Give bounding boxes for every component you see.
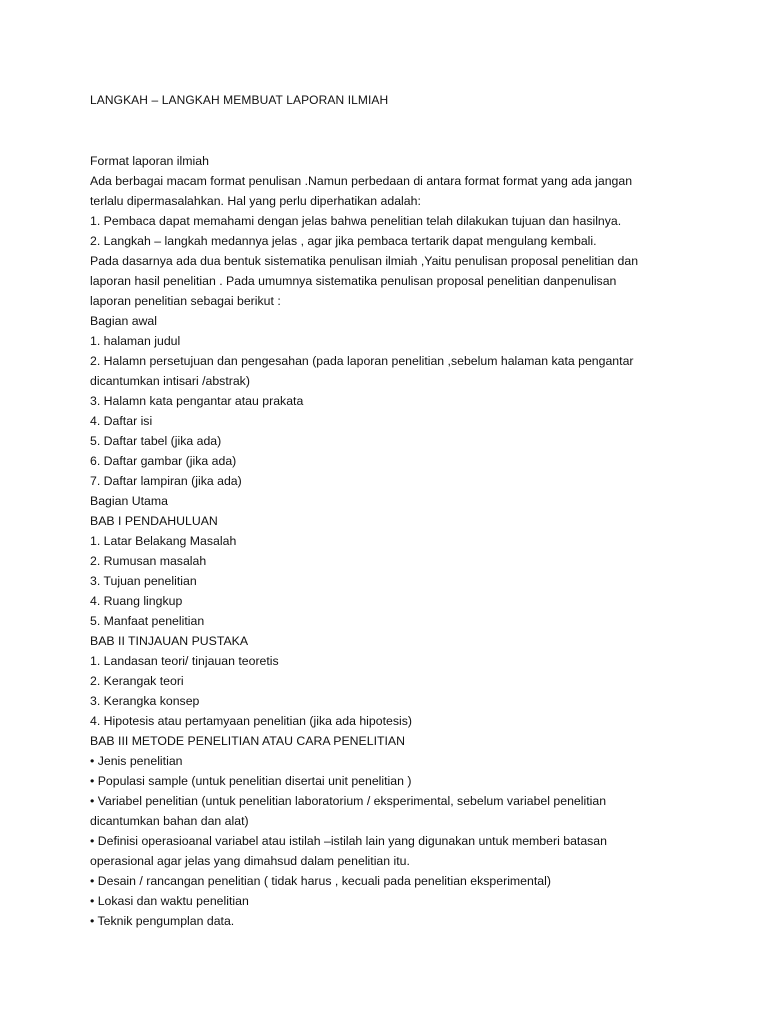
text-line: 1. Landasan teori/ tinjauan teoretis [90,654,279,668]
text-line: 1. halaman judul [90,334,181,348]
text-line: 6. Daftar gambar (jika ada) [90,454,237,468]
text-line: BAB II TINJAUAN PUSTAKA [90,634,249,648]
text-line: 2. Halamn persetujuan dan pengesahan (pada laporan penelitian ,sebelum halaman kata pengantar [90,354,634,368]
text-line: dicantumkan intisari /abstrak) [90,374,250,388]
text-line: 1. Latar Belakang Masalah [90,534,237,548]
text-line: laporan penelitian sebagai berikut : [90,294,281,308]
text-line: Bagian awal [90,314,157,328]
text-line: 3. Halamn kata pengantar atau prakata [90,394,304,408]
text-line: Ada berbagai macam format penulisan .Namun perbedaan di antara format format yang ada jangan [90,174,633,188]
text-line: 2. Langkah – langkah medannya jelas , agar jika pembaca tertarik dapat mengulang kembali. [90,234,597,248]
document-title: LANGKAH – LANGKAH MEMBUAT LAPORAN ILMIAH [90,93,389,107]
text-line: BAB I PENDAHULUAN [90,514,218,528]
text-line: dicantumkan bahan dan alat) [90,814,249,828]
text-line: 4. Hipotesis atau pertamyaan penelitian (jika ada hipotesis) [90,714,412,728]
text-line: • Lokasi dan waktu penelitian [90,894,249,908]
text-line: Bagian Utama [90,494,168,508]
text-line: 2. Kerangak teori [90,674,184,688]
text-line: 2. Rumusan masalah [90,554,207,568]
text-line: • Populasi sample (untuk penelitian disertai unit penelitian ) [90,774,412,788]
text-line: 7. Daftar lampiran (jika ada) [90,474,242,488]
text-line: • Teknik pengumplan data. [90,914,235,928]
text-line: • Variabel penelitian (untuk penelitian laboratorium / eksperimental, sebelum variabel penelitian [90,794,607,808]
text-line: 3. Kerangka konsep [90,694,200,708]
text-line: 3. Tujuan penelitian [90,574,197,588]
text-line: 5. Daftar tabel (jika ada) [90,434,222,448]
text-line: terlalu dipermasalahkan. Hal yang perlu diperhatikan adalah: [90,194,421,208]
document-body [90,151,680,931]
text-line: 1. Pembaca dapat memahami dengan jelas bahwa penelitian telah dilakukan tujuan dan hasilnya. [90,214,622,228]
text-line: • Jenis penelitian [90,754,183,768]
text-line: BAB III METODE PENELITIAN ATAU CARA PENELITIAN [90,734,406,748]
text-line: 5. Manfaat penelitian [90,614,205,628]
text-line: Format laporan ilmiah [90,154,209,168]
text-line: • Desain / rancangan penelitian ( tidak harus , kecuali pada penelitian eksperimental) [90,874,551,888]
text-line: 4. Daftar isi [90,414,153,428]
text-line: operasional agar jelas yang dimahsud dalam penelitian itu. [90,854,410,868]
text-line: Pada dasarnya ada dua bentuk sistematika penulisan ilmiah ,Yaitu penulisan proposal penelitian dan [90,254,639,268]
text-line: • Definisi operasioanal variabel atau istilah –istilah lain yang digunakan untuk memberi batasan [90,834,607,848]
text-line: laporan hasil penelitian . Pada umumnya sistematika penulisan proposal penelitian danpenulisan [90,274,617,288]
text-line: 4. Ruang lingkup [90,594,183,608]
